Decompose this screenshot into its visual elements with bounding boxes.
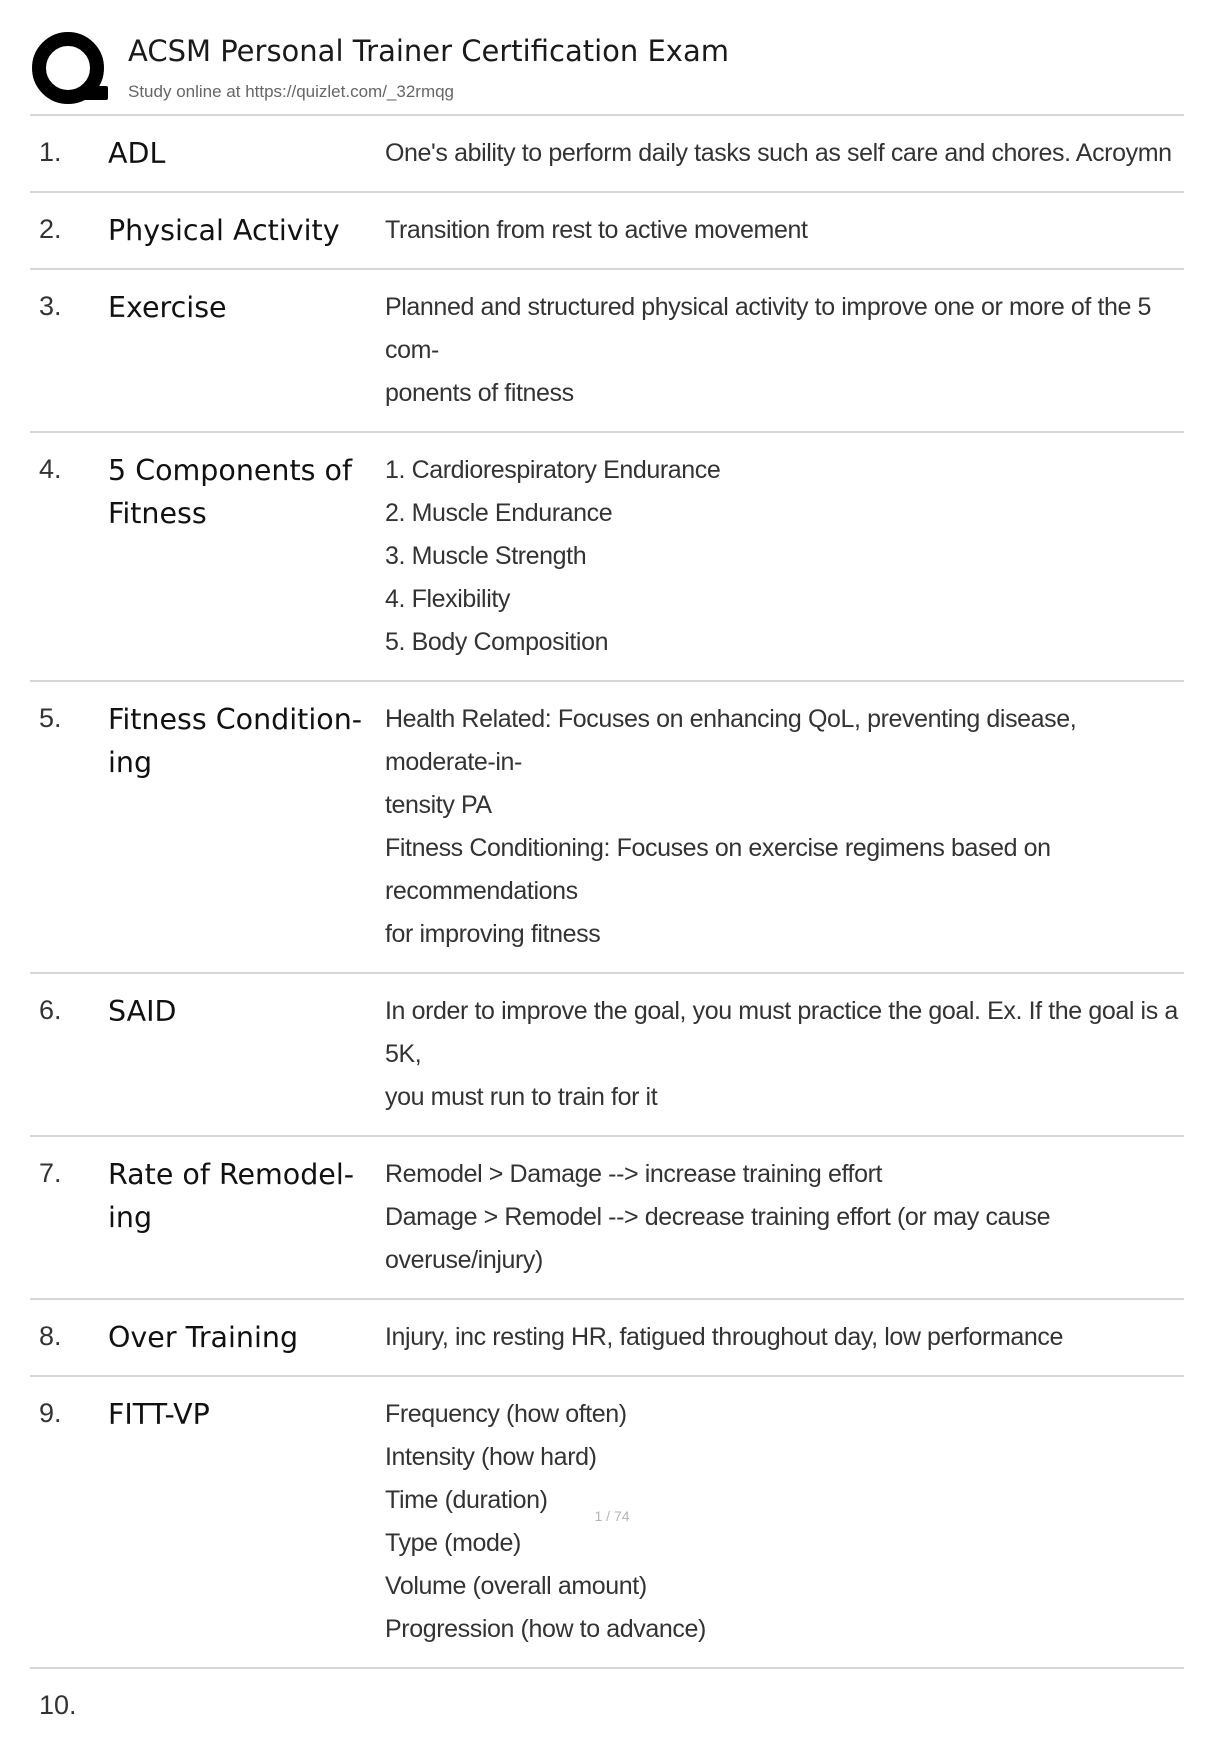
flashcard-list	[30, 116, 1184, 1739]
card-definition: One's ability to perform daily tasks such as self care and chores. Acroymn	[385, 139, 1172, 167]
flashcard-row	[30, 682, 1184, 974]
card-term: SAID	[108, 995, 177, 1028]
page-number: 1 / 74	[594, 1508, 630, 1524]
flashcard-row	[30, 193, 1184, 270]
card-definition	[385, 1685, 1184, 1723]
page-header	[30, 28, 1184, 114]
card-number: 5.	[39, 703, 62, 733]
flashcard-row	[30, 433, 1184, 682]
card-definition: Frequency (how often) Intensity (how hard) Time (duration) Type (mode) Volume (overall amount) Progression (how to advance)	[385, 1400, 706, 1643]
card-term: Exercise	[108, 291, 227, 324]
card-number: 8.	[39, 1321, 62, 1351]
card-definition: Injury, inc resting HR, fatigued throughout day, low performance	[385, 1323, 1064, 1351]
card-number: 3.	[39, 291, 62, 321]
flashcard-row	[30, 116, 1184, 193]
card-number: 9.	[39, 1398, 62, 1428]
flashcard-row	[30, 1137, 1184, 1300]
card-number: 1.	[39, 137, 62, 167]
card-term: Fitness Condition-ing	[108, 703, 363, 779]
card-term	[108, 1685, 385, 1723]
quizlet-q-logo-icon	[30, 30, 110, 110]
flashcard-row	[30, 1300, 1184, 1377]
card-definition: Health Related: Focuses on enhancing QoL, preventing disease, moderate-in- tensity PA Fitness Conditioning: Focuses on exercise regimens based on recommendations for improving fitness	[385, 705, 1077, 948]
card-number: 6.	[39, 995, 62, 1025]
card-definition: In order to improve the goal, you must practice the goal. Ex. If the goal is a 5K, you must run to train for it	[385, 997, 1178, 1111]
study-online-link[interactable]: Study online at https://quizlet.com/_32rmqg	[128, 82, 455, 101]
card-term: Over Training	[108, 1321, 299, 1354]
card-number: 7.	[39, 1158, 62, 1188]
card-term: ADL	[108, 137, 166, 170]
card-definition: Planned and structured physical activity to improve one or more of the 5 com- ponents of fitness	[385, 293, 1152, 407]
flashcard-row	[30, 974, 1184, 1137]
set-title: ACSM Personal Trainer Certification Exam	[128, 34, 729, 68]
card-definition: Transition from rest to active movement	[385, 216, 808, 244]
flashcard-row	[30, 270, 1184, 433]
flashcard-row	[30, 1669, 1184, 1739]
card-term: FITT-VP	[108, 1398, 210, 1431]
card-definition: 1. Cardiorespiratory Endurance 2. Muscle Endurance 3. Muscle Strength 4. Flexibility 5. Body Composition	[385, 456, 721, 656]
card-number: 4.	[39, 454, 62, 484]
card-term: Rate of Remodel-ing	[108, 1158, 355, 1234]
card-definition: Remodel > Damage --> increase training effort Damage > Remodel --> decrease training effort (or may cause overuse/injury)	[385, 1160, 1051, 1274]
card-term: Physical Activity	[108, 214, 340, 247]
card-number: 2.	[39, 214, 62, 244]
card-number: 10.	[39, 1690, 77, 1720]
card-term: 5 Components of Fitness	[108, 454, 353, 530]
